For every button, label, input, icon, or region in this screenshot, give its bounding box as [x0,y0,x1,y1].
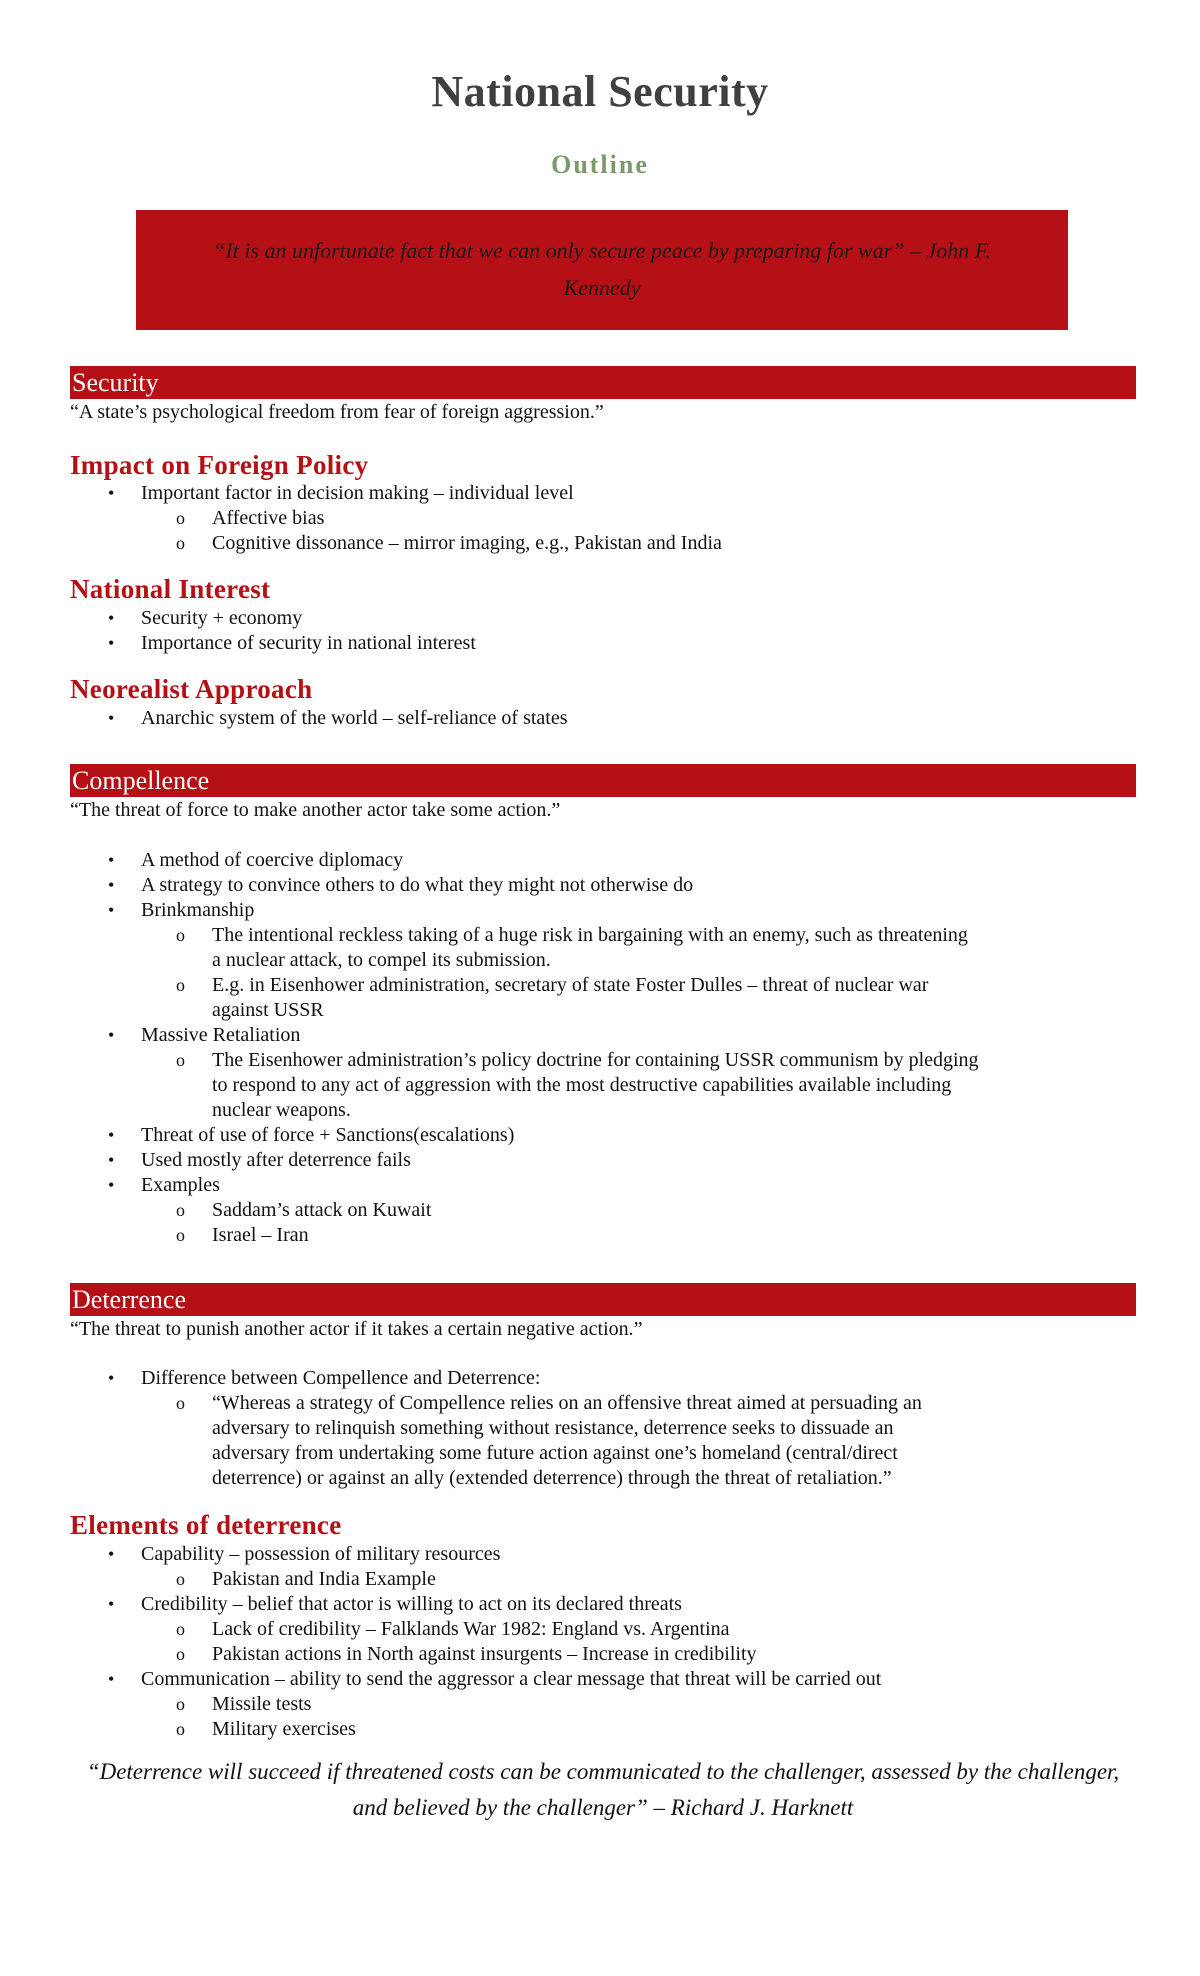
sub-bullet-marker: o [176,925,185,945]
compellence-definition: “The threat of force to make another actor take some action.” [70,799,561,821]
bullet-marker: • [108,1025,115,1045]
sub-list-item: Military exercises [212,1718,356,1740]
deterrence-definition: “The threat to punish another actor if it takes a certain negative action.” [70,1318,643,1340]
sub-list-item: Cognitive dissonance – mirror imaging, e.g., Pakistan and India [212,532,722,554]
sub-bullet-marker: o [176,1619,185,1639]
sub-list-item: Saddam’s attack on Kuwait [212,1199,432,1221]
sub-list-item: Israel – Iran [212,1224,309,1246]
bullet-marker: • [108,1544,115,1564]
opening-quote: “It is an unfortunate fact that we can only secure peace by preparing for war” – John F. Kennedy [213,238,991,300]
bullet-marker: • [108,875,115,895]
list-item: Anarchic system of the world – self-reliance of states [141,707,568,729]
sub-list-item-continued: nuclear weapons. [212,1099,351,1121]
list-item: A strategy to convince others to do what they might not otherwise do [141,874,694,896]
list-item: Massive Retaliation [141,1024,301,1046]
list-item: Used mostly after deterrence fails [141,1149,411,1171]
page-subtitle: Outline [551,150,649,179]
sub-list-item-continued: to respond to any act of aggression with the most destructive capabilities available including [212,1074,952,1096]
closing-quote: “Deterrence will succeed if threatened costs can be communicated to the challenger, assessed by the challenger, and believed by the challenger” – Richard J. Harknett [86,1759,1120,1820]
bullet-marker: • [108,608,115,628]
sub-list-item: Missile tests [212,1693,312,1715]
list-item: Importance of security in national interest [141,632,476,654]
subheading-impact-foreign-policy: Impact on Foreign Policy [70,450,369,480]
opening-quote-box [136,210,1068,330]
section-heading-security: Security [70,366,1136,399]
bullet-marker: • [108,483,115,503]
sub-list-item: Pakistan and India Example [212,1568,436,1590]
bullet-marker: • [108,1150,115,1170]
sub-bullet-marker: o [176,1719,185,1739]
bullet-marker: • [108,708,115,728]
list-item: A method of coercive diplomacy [141,849,404,871]
sub-bullet-marker: o [176,1694,185,1714]
sub-list-item: Pakistan actions in North against insurgents – Increase in credibility [212,1643,757,1665]
sub-bullet-marker: o [176,1393,185,1413]
sub-list-item: Lack of credibility – Falklands War 1982: England vs. Argentina [212,1618,730,1640]
sub-list-item: The Eisenhower administration’s policy doctrine for containing USSR communism by pledging [212,1049,979,1071]
subheading-elements-of-deterrence: Elements of deterrence [70,1510,342,1540]
security-definition: “A state’s psychological freedom from fear of foreign aggression.” [70,401,604,423]
list-item: Credibility – belief that actor is willing to act on its declared threats [141,1593,682,1615]
bullet-marker: • [108,1175,115,1195]
sub-list-item-continued: against USSR [212,999,324,1021]
list-item: Brinkmanship [141,899,255,921]
list-item: Examples [141,1174,220,1196]
bullet-marker: • [108,1669,115,1689]
sub-bullet-marker: o [176,1200,185,1220]
sub-list-item: E.g. in Eisenhower administration, secretary of state Foster Dulles – threat of nuclear war [212,974,929,996]
page-title: National Security [431,67,769,116]
bullet-marker: • [108,900,115,920]
bullet-marker: • [108,633,115,653]
sub-bullet-marker: o [176,1225,185,1245]
bullet-marker: • [108,850,115,870]
subheading-national-interest: National Interest [70,574,271,604]
sub-list-item-continued: a nuclear attack, to compel its submission. [212,949,551,971]
sub-list-item-continued: deterrence) or against an ally (extended deterrence) through the threat of retaliation.” [212,1467,892,1489]
sub-bullet-marker: o [176,1569,185,1589]
list-item: Capability – possession of military resources [141,1543,501,1565]
list-item: Important factor in decision making – individual level [141,482,574,504]
list-item: Security + economy [141,607,303,629]
section-heading-deterrence: Deterrence [70,1283,1136,1316]
bullet-marker: • [108,1125,115,1145]
subheading-neorealist-approach: Neorealist Approach [70,674,313,704]
sub-list-item-continued: adversary to relinquish something without resistance, deterrence seeks to dissuade an [212,1417,894,1439]
sub-bullet-marker: o [176,975,185,995]
bullet-marker: • [108,1368,115,1388]
list-item: Communication – ability to send the aggressor a clear message that threat will be carried out [141,1668,882,1690]
list-item: Difference between Compellence and Deterrence: [141,1367,541,1389]
sub-bullet-marker: o [176,508,185,528]
sub-list-item: The intentional reckless taking of a huge risk in bargaining with an enemy, such as threatening [212,924,968,946]
section-heading-compellence: Compellence [70,764,1136,797]
list-item: Threat of use of force + Sanctions(escalations) [141,1124,515,1146]
sub-list-item-continued: adversary from undertaking some future action against one’s homeland (central/direct [212,1442,898,1464]
bullet-marker: • [108,1594,115,1614]
sub-bullet-marker: o [176,1644,185,1664]
sub-list-item: Affective bias [212,507,325,529]
sub-bullet-marker: o [176,1050,185,1070]
sub-list-item: “Whereas a strategy of Compellence relies on an offensive threat aimed at persuading an [212,1392,922,1414]
sub-bullet-marker: o [176,533,185,553]
